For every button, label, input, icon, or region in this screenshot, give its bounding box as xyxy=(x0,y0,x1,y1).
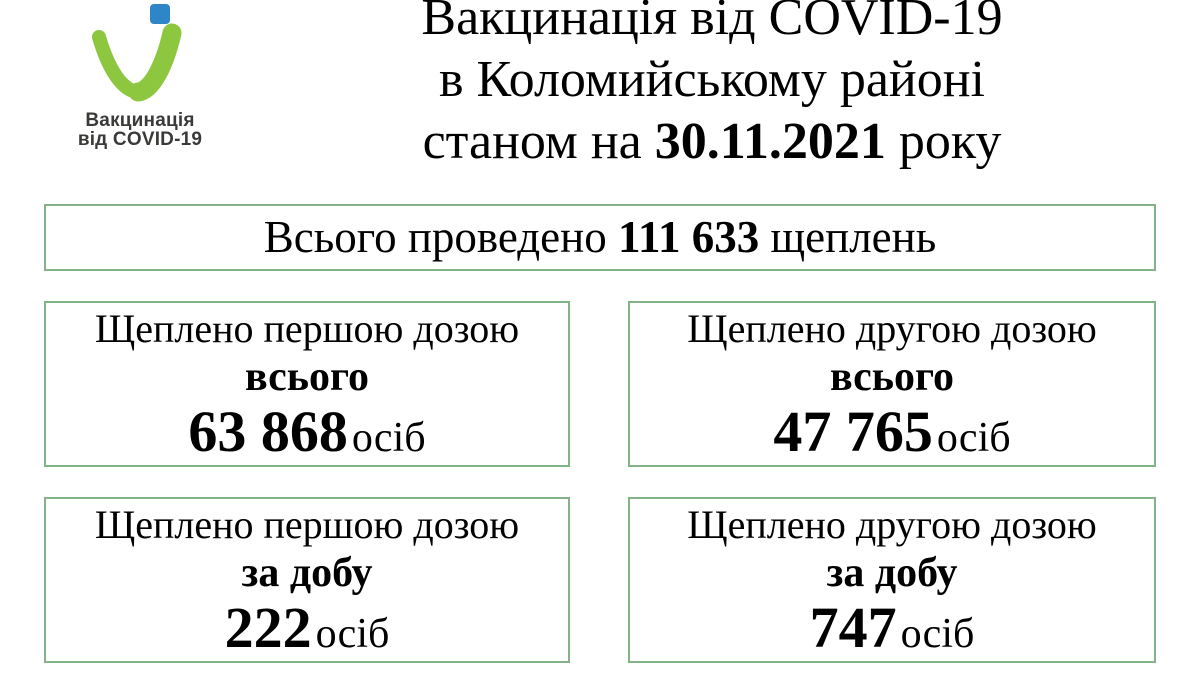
card-value-line xyxy=(46,401,568,478)
title-date-prefix: станом на xyxy=(422,113,655,170)
card-subheading: за добу xyxy=(241,550,373,596)
page-title-line-3 xyxy=(230,111,1194,173)
card-value-line xyxy=(630,401,1154,478)
title-date: 30.11.2021 xyxy=(654,113,886,170)
logo-title: Вакцинація xyxy=(85,110,195,131)
card-subheading: за добу xyxy=(826,550,958,596)
page-title xyxy=(230,0,1194,173)
vaccination-checkmark-icon xyxy=(88,4,192,102)
card-value-line xyxy=(630,597,1154,674)
card-value: 63 868 xyxy=(188,399,348,464)
card-value: 747 xyxy=(809,595,897,660)
page-title-line-1: Вакцинація від COVID-19 xyxy=(421,0,1003,46)
card-heading: Щеплено другою дозою xyxy=(687,306,1097,351)
logo-subtitle: від COVID-19 xyxy=(77,129,203,150)
stat-card-first-dose-daily xyxy=(44,497,570,663)
logo-v-right-arm xyxy=(138,33,172,92)
card-value: 47 765 xyxy=(773,399,933,464)
total-vaccinations-box xyxy=(44,204,1156,271)
total-prefix: Всього проведено xyxy=(263,212,618,262)
card-unit: осіб xyxy=(351,415,426,461)
logo-v-left-arm xyxy=(99,37,138,92)
card-subheading: всього xyxy=(829,354,955,400)
card-unit: осіб xyxy=(936,415,1011,461)
card-unit: осіб xyxy=(315,611,390,657)
card-unit: осіб xyxy=(900,611,975,657)
card-value: 222 xyxy=(224,595,312,660)
stat-card-second-dose-daily xyxy=(628,497,1156,663)
card-heading: Щеплено першою дозою xyxy=(94,306,520,351)
card-heading: Щеплено другою дозою xyxy=(687,502,1097,547)
card-subheading: всього xyxy=(244,354,370,400)
stat-card-first-dose-total xyxy=(44,301,570,467)
card-heading: Щеплено першою дозою xyxy=(94,502,520,547)
total-suffix: щеплень xyxy=(759,212,937,262)
stat-card-second-dose-total xyxy=(628,301,1156,467)
total-value: 111 633 xyxy=(617,212,760,262)
vaccination-logo xyxy=(70,4,210,149)
page-title-line-2: в Коломийському районі xyxy=(439,51,985,108)
logo-blue-dot xyxy=(150,4,170,24)
title-date-suffix: року xyxy=(885,113,1002,170)
card-value-line xyxy=(46,597,568,674)
